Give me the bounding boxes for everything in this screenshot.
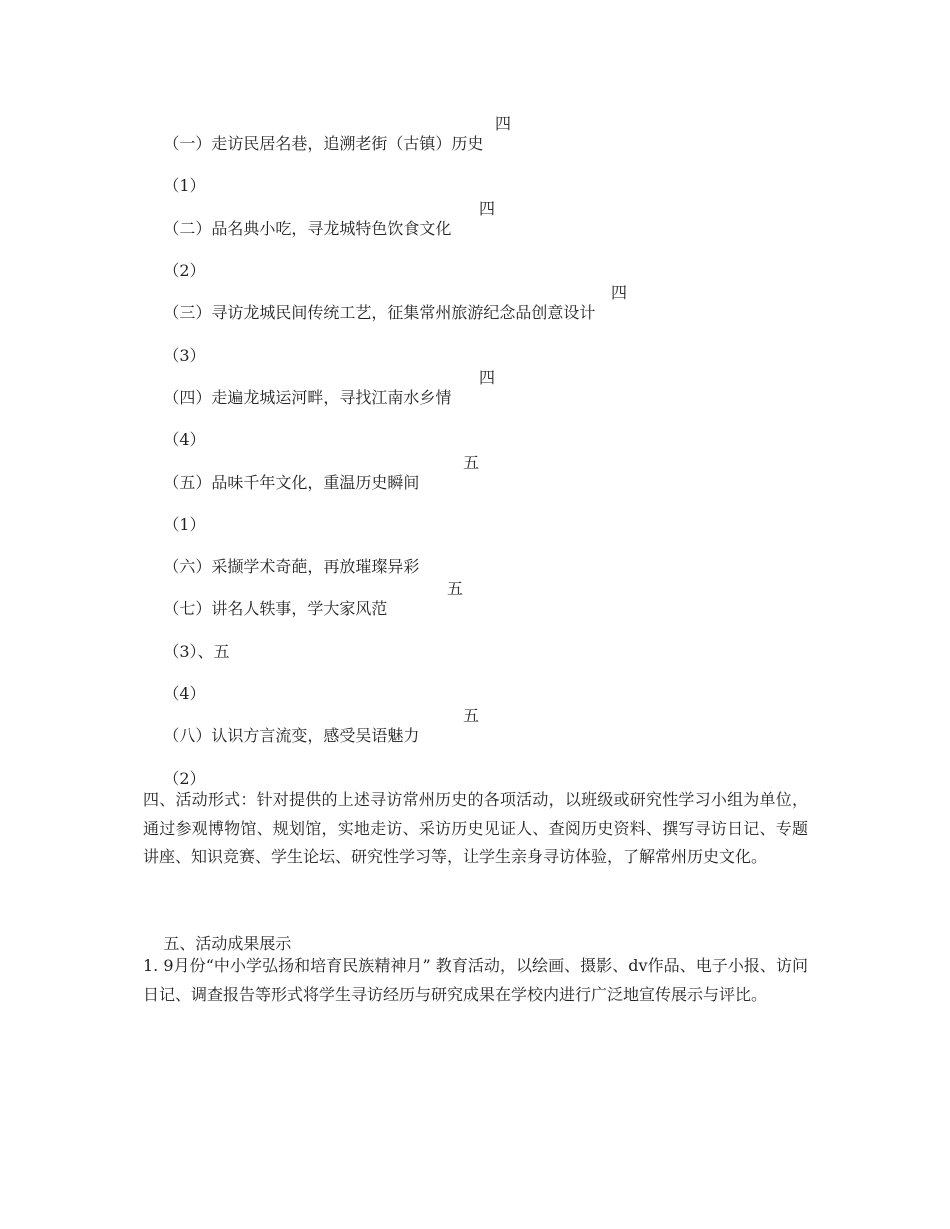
item-grade: 五 [463, 453, 480, 472]
item-text: （2） [163, 769, 206, 788]
item-text: （2） [163, 261, 206, 280]
item-text: （4） [163, 684, 206, 703]
item-grade: 四 [611, 283, 628, 302]
item-grade: 四 [479, 199, 496, 218]
item-text: （一）走访民居名巷，追溯老街（古镇）历史 [163, 134, 484, 153]
item-text: （三）寻访龙城民间传统工艺，征集常州旅游纪念品创意设计 [163, 303, 596, 322]
item-grade: 五 [463, 706, 480, 725]
item-grade: 四 [495, 114, 512, 133]
list-item [143, 283, 628, 363]
item-text: （四）走遍龙城运河畔，寻找江南水乡情 [163, 388, 452, 407]
item-text: （3）、五 [163, 642, 230, 661]
heading-text: 五、活动成果展示 [163, 934, 292, 953]
item-text: （八）认识方言流变，感受吴语魅力 [163, 726, 420, 745]
item-text: （4） [163, 430, 206, 449]
item-text: （七）讲名人轶事，学大家风范 [163, 599, 388, 618]
item-text: （五）品味千年文化，重温历史瞬间 [163, 473, 420, 492]
item-grade: 四 [479, 368, 496, 387]
item-grade: 五 [447, 579, 464, 598]
item-text: （二）品名典小吃，寻龙城特色饮食文化 [163, 219, 452, 238]
item-text: （3） [163, 346, 206, 365]
section5-item-1: 1. 9月份“中小学弘扬和培育民族精神月” 教育活动，以绘画、摄影、dv作品、电子小报、访问日记、调查报告等形式将学生寻访经历与研究成果在学校内进行广泛地宣传展示与评比。 [143, 956, 808, 1004]
section4-paragraph: 四、活动形式：针对提供的上述寻访常州历史的各项活动，以班级或研究性学习小组为单位，通过参观博物馆、规划馆，实地走访、采访历史见证人、查阅历史资料、撰写寻访日记、专题讲座、知识竞赛、学生论坛、研究性学习等，让学生亲身寻访体验，了解常州历史文化。 [143, 790, 808, 866]
item-text: （1） [163, 176, 206, 195]
item-text: （1） [163, 515, 206, 534]
item-text: （六）采撷学术奇葩，再放璀璨异彩 [163, 557, 420, 576]
